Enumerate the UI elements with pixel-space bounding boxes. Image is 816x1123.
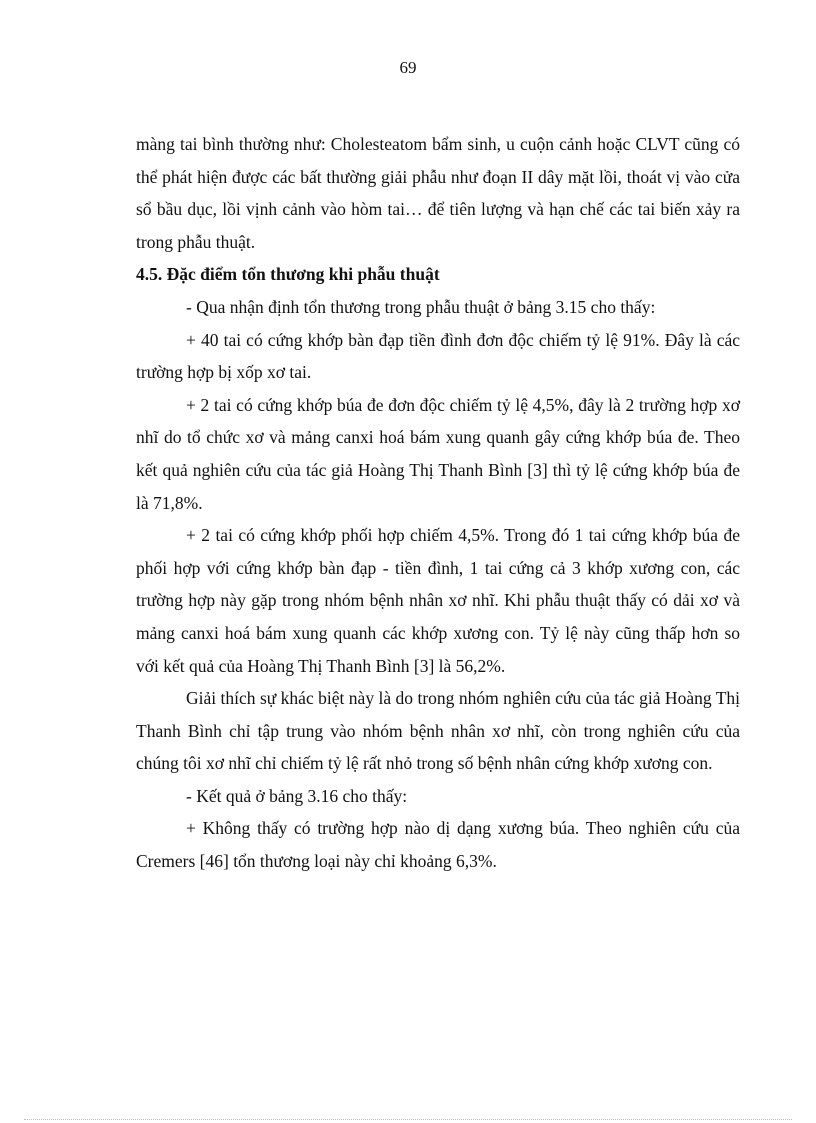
page-bottom-divider [24,1119,792,1120]
paragraph-point-3: + 2 tai có cứng khớp phối hợp chiếm 4,5%. Trong đó 1 tai cứng khớp búa đe phối hợp với cứng khớp bàn đạp - tiền đình, 1 tai cứng cả 3 khớp xương con, các trường hợp này gặp trong nhóm bệnh nhân xơ nhĩ. Khi phẫu thuật thấy có dải xơ và mảng canxi hoá bám xung quanh các khớp xương con. Tỷ lệ này cũng thấp hơn so với kết quả của Hoàng Thị Thanh Bình [3] là 56,2%. [136,525,740,676]
paragraph-explanation: Giải thích sự khác biệt này là do trong nhóm nghiên cứu của tác giả Hoàng Thị Thanh Bình chỉ tập trung vào nhóm bệnh nhân xơ nhĩ, còn trong nghiên cứu của chúng tôi xơ nhĩ chỉ chiếm tỷ lệ rất nhỏ trong số bệnh nhân cứng khớp xương con. [136,688,740,774]
page-number: 69 [399,58,417,77]
paragraph-intro-3-15: - Qua nhận định tổn thương trong phẫu thuật ở bảng 3.15 cho thấy: [186,296,656,317]
paragraph-point-2: + 2 tai có cứng khớp búa đe đơn độc chiếm tỷ lệ 4,5%, đây là 2 trường hợp xơ nhĩ do tổ chức xơ và mảng canxi hoá bám xung quanh gây cứng khớp búa đe. Theo kết quả nghiên cứu của tác giả Hoàng Thị Thanh Bình [3] thì tỷ lệ cứng khớp búa đe là 71,8%. [136,394,740,513]
paragraph-continuation: màng tai bình thường như: Cholesteatom bẩm sinh, u cuộn cảnh hoặc CLVT cũng có thể phát hiện được các bất thường giải phẫu như đoạn II dây mặt lồi, thoát vị vào cửa sổ bầu dục, lồi vịnh cảnh vào hòm tai… để tiên lượng và hạn chế các tai biến xảy ra trong phẫu thuật. [136,134,740,252]
section-heading: 4.5. Đặc điểm tổn thương khi phẫu thuật [136,264,440,285]
paragraph-point-4: + Không thấy có trường hợp nào dị dạng xương búa. Theo nghiên cứu của Cremers [46] tổn thương loại này chỉ khoảng 6,3%. [136,818,740,872]
paragraph-point-1: + 40 tai có cứng khớp bàn đạp tiền đình đơn độc chiếm tỷ lệ 91%. Đây là các trường hợp bị xốp xơ tai. [136,329,740,383]
paragraph-intro-3-16: - Kết quả ở bảng 3.16 cho thấy: [186,785,408,806]
document-body [136,128,740,878]
